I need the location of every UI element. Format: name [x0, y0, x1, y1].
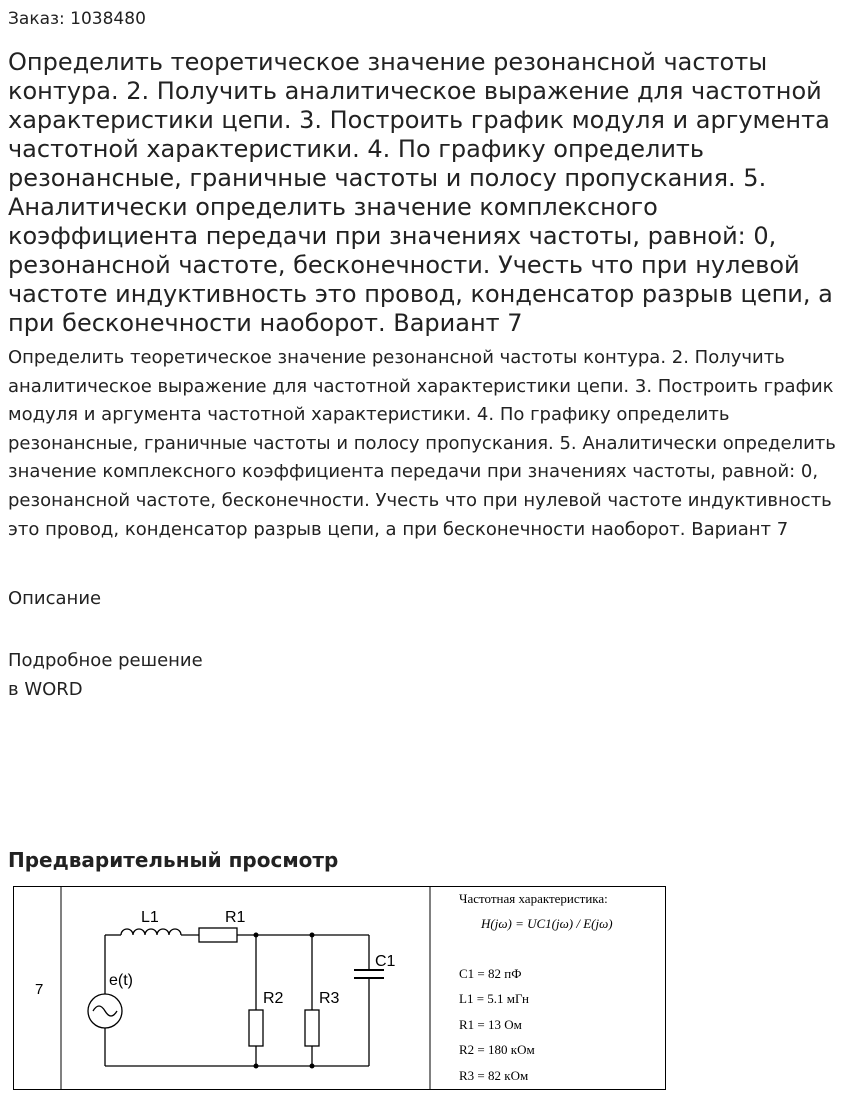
page-title: Определить теоретическое значение резонансной частоты контура. 2. Получить аналитическое выражение для частотной характеристики цепи. 3. Построить график модуля и аргумента частотной характеристики. 4. По графику определить резонансные, граничные частоты и полосу пропускания. 5. Аналитически определить значение комплексного коэффициента передачи при значениях частоты, равной: 0, резонансной частоте, бесконечности. Учесть что при нулевой частоте индуктивность это провод, конденсатор разрыв цепи, а при бесконечности наоборот. Вариант 7 — [8, 48, 833, 337]
task-description: Определить теоретическое значение резонансной частоты контура. 2. Получить аналитическое выражение для частотной характеристики цепи. 3. Построить график модуля и аргумента частотной характеристики. 4. По графику определить резонансные, граничные частоты и полосу пропускания. 5. Аналитически определить значение комплексного коэффициента передачи при значениях частоты, равной: 0, резонансной частоте, бесконечности. Учесть что при нулевой частоте индуктивность это провод, конденсатор разрыв цепи, а при бесконечности наоборот. Вариант 7 — [8, 347, 836, 540]
param-r2: R2 = 180 кОм — [459, 1042, 535, 1057]
solution-line-1: Подробное решение — [8, 650, 203, 671]
order-number: Заказ: 1038480 — [8, 9, 146, 29]
preview-image — [13, 886, 666, 1090]
label-c1: C1 — [375, 953, 396, 970]
label-r3: R3 — [319, 990, 340, 1007]
label-l1: L1 — [141, 909, 159, 926]
freq-char-title: Частотная характеристика: — [459, 891, 608, 906]
junction-dot — [254, 1064, 259, 1069]
variant-number: 7 — [35, 981, 44, 998]
junction-dot — [310, 1064, 315, 1069]
junction-dot — [310, 933, 315, 938]
param-r3: R3 = 82 кОм — [459, 1068, 529, 1083]
freq-formula: H(jω) = UC1(jω) / E(jω) — [481, 916, 613, 931]
param-r1: R1 = 13 Ом — [459, 1017, 522, 1032]
preview-heading: Предварительный просмотр — [8, 848, 339, 872]
param-c1: C1 = 82 пФ — [459, 966, 522, 981]
description-label: Описание — [8, 588, 102, 609]
solution-line-2: в WORD — [8, 679, 83, 700]
label-r2: R2 — [263, 990, 284, 1007]
label-source: e(t) — [109, 972, 133, 989]
junction-dot — [254, 933, 259, 938]
label-r1: R1 — [225, 909, 246, 926]
param-l1: L1 = 5.1 мГн — [459, 991, 529, 1006]
